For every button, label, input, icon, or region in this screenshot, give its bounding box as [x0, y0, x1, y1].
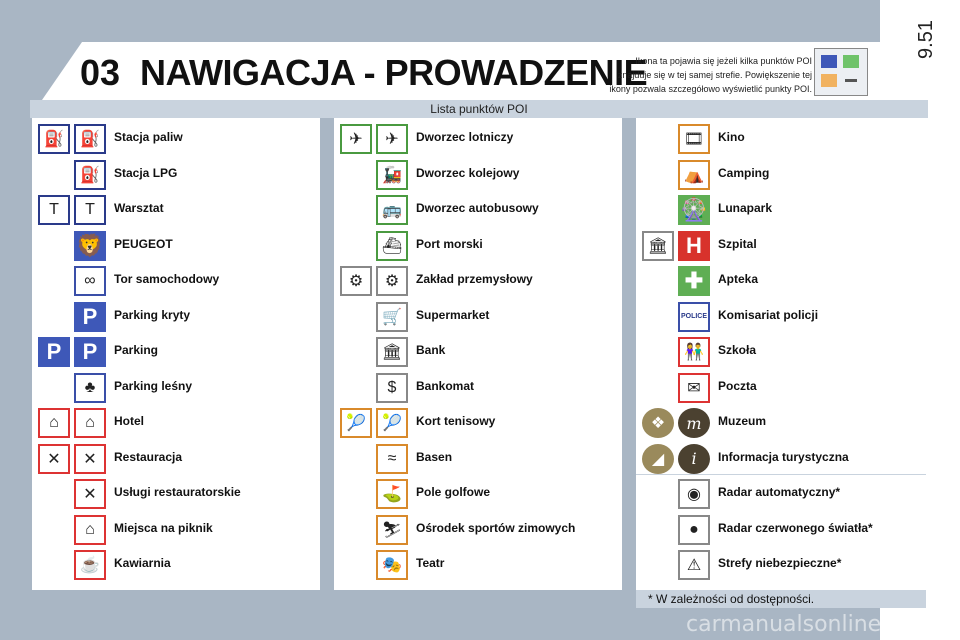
poi-row [32, 335, 320, 370]
poi-row [334, 264, 622, 299]
poi-row [334, 513, 622, 548]
poi-icon: ✕ [38, 444, 70, 474]
poi-icon: ≈ [376, 444, 408, 474]
poi-row [636, 335, 926, 370]
poi-row [32, 442, 320, 477]
poi-row [636, 158, 926, 193]
poi-label: Kino [718, 130, 745, 144]
poi-row [636, 442, 926, 477]
poi-icon: ⛺ [678, 160, 710, 190]
poi-label: Port morski [416, 236, 483, 251]
poi-label: Restauracja [114, 449, 183, 464]
poi-label: Ośrodek sportów zimowych [416, 520, 576, 535]
poi-row [636, 264, 926, 299]
poi-row [636, 122, 926, 157]
poi-row [334, 193, 622, 228]
poi-icon: ⌂ [38, 408, 70, 438]
poi-icon: ❖ [642, 408, 674, 438]
poi-icon: ⚙ [340, 266, 372, 296]
poi-label: Komisariat policji [718, 307, 819, 322]
poi-icon: ⛽ [74, 160, 106, 190]
poi-label: Tor samochodowy [114, 272, 220, 286]
poi-label: Zakład przemysłowy [416, 272, 533, 286]
poi-label: Poczta [718, 378, 757, 393]
poi-label: Hotel [114, 414, 144, 428]
watermark: carmanualsonline.info [686, 612, 930, 637]
poi-label: Warsztat [114, 201, 164, 215]
poi-icon: $ [376, 373, 408, 403]
poi-label: Dworzec kolejowy [416, 165, 520, 180]
poi-label: Apteka [718, 272, 759, 286]
poi-icon: P [74, 337, 106, 367]
poi-icon: ● [678, 515, 710, 545]
poi-label: Strefy niebezpieczne* [718, 556, 842, 570]
poi-row [334, 442, 622, 477]
poi-icon: ⛽ [38, 124, 70, 154]
poi-column-3 [636, 118, 926, 590]
poi-row [32, 477, 320, 512]
poi-label: Parking leśny [114, 378, 193, 393]
poi-row [636, 229, 926, 264]
poi-column-1 [32, 118, 320, 590]
poi-icon: ⚙ [376, 266, 408, 296]
poi-column-2 [334, 118, 622, 590]
poi-row [334, 158, 622, 193]
poi-icon: ♣ [74, 373, 106, 403]
poi-icon: ✚ [678, 266, 710, 296]
poi-list-header: Lista punktów POI [30, 100, 928, 118]
poi-icon: ∞ [74, 266, 106, 296]
poi-row [334, 122, 622, 157]
poi-icon: 🏛 [642, 231, 674, 261]
poi-icon: 🛒 [376, 302, 408, 332]
poi-icon: ◢ [642, 444, 674, 474]
poi-label: Parking [114, 343, 159, 357]
poi-row [32, 406, 320, 441]
poi-row [32, 122, 320, 157]
poi-icon: m [678, 408, 710, 438]
poi-row [334, 406, 622, 441]
poi-row [334, 477, 622, 512]
poi-row [334, 335, 622, 370]
poi-row [32, 264, 320, 299]
poi-row [32, 158, 320, 193]
poi-row [636, 193, 926, 228]
poi-label: Radar automatyczny* [718, 485, 841, 499]
poi-label: PEUGEOT [114, 236, 173, 251]
poi-label: Bankomat [416, 378, 475, 393]
poi-icon: ☕ [74, 550, 106, 580]
poi-icon: 🚌 [376, 195, 408, 225]
poi-icon: 🦁 [74, 231, 106, 261]
footnote: * W zależności od dostępności. [636, 590, 926, 608]
poi-row [636, 300, 926, 335]
poi-row [32, 548, 320, 583]
poi-icon: ✈ [340, 124, 372, 154]
poi-row [636, 513, 926, 548]
poi-icon: ⚠ [678, 550, 710, 580]
poi-label: Usługi restauratorskie [114, 485, 241, 499]
poi-label: Informacja turystyczna [718, 449, 849, 464]
poi-label: Kort tenisowy [416, 414, 496, 428]
poi-icon: 🎾 [340, 408, 372, 438]
poi-label: Parking kryty [114, 307, 191, 322]
poi-label: Bank [416, 343, 446, 357]
poi-icon: P [74, 302, 106, 332]
page-number: 9.51 [915, 20, 938, 59]
poi-icon: 🎡 [678, 195, 710, 225]
poi-icon: ⛽ [74, 124, 106, 154]
poi-icon: 🎞 [678, 124, 710, 154]
poi-label: Teatr [416, 556, 445, 570]
poi-row [636, 477, 926, 512]
poi-row [334, 229, 622, 264]
poi-icon: T [74, 195, 106, 225]
poi-label: Basen [416, 449, 453, 464]
poi-icon: 🎭 [376, 550, 408, 580]
poi-icon: ⌂ [74, 408, 106, 438]
poi-icon: 👫 [678, 337, 710, 367]
poi-icon: ⛷ [376, 515, 408, 545]
poi-label: Muzeum [718, 414, 766, 428]
poi-row [32, 371, 320, 406]
poi-row [334, 371, 622, 406]
poi-icon: H [678, 231, 710, 261]
poi-label: Supermarket [416, 307, 490, 322]
poi-row [32, 300, 320, 335]
poi-cluster-icon [814, 48, 868, 96]
poi-icon: ◉ [678, 479, 710, 509]
poi-label: Stacja paliw [114, 130, 183, 144]
poi-label: Stacja LPG [114, 165, 178, 180]
poi-icon: ✕ [74, 444, 106, 474]
poi-label: Szkoła [718, 343, 757, 357]
poi-label: Kawiarnia [114, 556, 171, 570]
poi-icon: T [38, 195, 70, 225]
poi-icon: ⌂ [74, 515, 106, 545]
poi-row [636, 371, 926, 406]
poi-icon: ⛴ [376, 231, 408, 261]
poi-icon: 🎾 [376, 408, 408, 438]
poi-icon: 🚂 [376, 160, 408, 190]
poi-icon: ✕ [74, 479, 106, 509]
poi-icon: ✉ [678, 373, 710, 403]
poi-label: Dworzec lotniczy [416, 130, 514, 144]
poi-label: Radar czerwonego światła* [718, 520, 873, 535]
poi-icon: i [678, 444, 710, 474]
poi-label: Dworzec autobusowy [416, 201, 539, 215]
poi-icon: POLICE [678, 302, 710, 332]
poi-label: Lunapark [718, 201, 773, 215]
poi-row [636, 548, 926, 583]
chapter-number: 03 [80, 52, 121, 93]
page-title: NAWIGACJA - PROWADZENIE [140, 52, 648, 93]
poi-cluster-note: Ikona ta pojawia się jeżeli kilka punktów POI znajduje się w tej samej strefie. Powiększenie tej ikony pozwala szczegółowo wyświetlić punkty POI. [609, 56, 812, 94]
poi-label: Szpital [718, 236, 757, 251]
poi-row [636, 406, 926, 441]
poi-icon: P [38, 337, 70, 367]
poi-row [32, 229, 320, 264]
poi-row [334, 300, 622, 335]
poi-icon: 🏛 [376, 337, 408, 367]
poi-row [32, 513, 320, 548]
poi-row [32, 193, 320, 228]
poi-row [334, 548, 622, 583]
poi-icon: ✈ [376, 124, 408, 154]
poi-label: Miejsca na piknik [114, 520, 213, 535]
poi-label: Pole golfowe [416, 485, 491, 499]
poi-icon: ⛳ [376, 479, 408, 509]
poi-label: Camping [718, 165, 770, 180]
